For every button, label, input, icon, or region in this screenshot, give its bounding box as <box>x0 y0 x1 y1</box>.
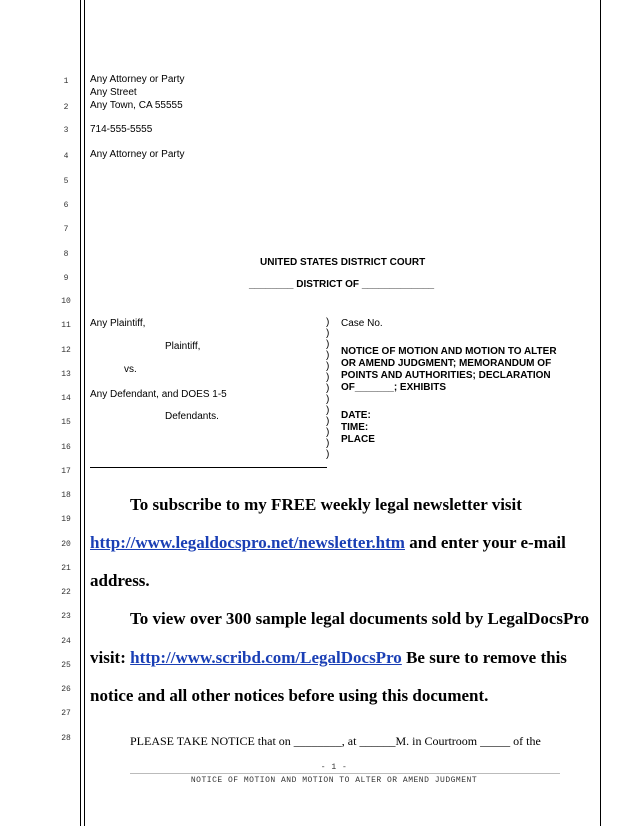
line-number: 9 <box>63 274 69 283</box>
defendant-role: Defendants. <box>165 411 219 422</box>
attorney-phone: 714-555-5555 <box>90 124 153 135</box>
notice-line-3: address. <box>90 571 150 590</box>
paren: ) <box>326 350 330 361</box>
footer-title: NOTICE OF MOTION AND MOTION TO ALTER OR AMEND JUDGMENT <box>190 776 478 785</box>
scribd-link[interactable]: http://www.scribd.com/LegalDocsPro <box>130 648 402 667</box>
line-number: 3 <box>63 126 69 135</box>
line-number: 16 <box>61 443 71 452</box>
footer-rule <box>130 773 560 774</box>
paren: ) <box>326 449 330 460</box>
court-district: ________ DISTRICT OF _____________ <box>249 279 435 290</box>
paren: ) <box>326 383 330 394</box>
line-number: 25 <box>61 661 71 670</box>
plaintiff-name: Any Plaintiff, <box>90 318 146 329</box>
line-number: 8 <box>63 250 69 259</box>
versus: vs. <box>124 364 137 375</box>
line-number: 17 <box>61 467 71 476</box>
notice-line-6: notice and all other notices before using this document. <box>90 686 489 705</box>
paren: ) <box>326 427 330 438</box>
attorney-name: Any Attorney or Party <box>90 74 185 85</box>
paren: ) <box>326 339 330 350</box>
line-number: 14 <box>61 394 71 403</box>
line-number: 6 <box>63 201 69 210</box>
line-number: 20 <box>61 540 71 549</box>
body-text-line-28: PLEASE TAKE NOTICE that on ________, at ______M. in Courtroom _____ of the <box>130 734 541 748</box>
document-title-line3: POINTS AND AUTHORITIES; DECLARATION <box>341 370 551 381</box>
right-margin-rule <box>600 0 601 826</box>
notice-line-4: To view over 300 sample legal documents sold by LegalDocsPro <box>130 609 590 628</box>
line-number: 28 <box>61 734 71 743</box>
line-number: 10 <box>61 297 71 306</box>
paren: ) <box>326 416 330 427</box>
attorney-street: Any Street <box>90 87 137 98</box>
paren: ) <box>326 405 330 416</box>
document-title-line2: OR AMEND JUDGMENT; MEMORANDUM OF <box>341 358 552 369</box>
line-number: 22 <box>61 588 71 597</box>
line-number: 13 <box>61 370 71 379</box>
line-number: 4 <box>63 152 69 161</box>
line-number: 19 <box>61 515 71 524</box>
notice-line-5 <box>90 648 567 668</box>
hearing-time-label: TIME: <box>341 422 369 433</box>
line-number: 23 <box>61 612 71 621</box>
plaintiff-role: Plaintiff, <box>165 341 201 352</box>
document-title-line4: OF_______; EXHIBITS <box>341 382 447 393</box>
line-number: 18 <box>61 491 71 500</box>
hearing-date-label: DATE: <box>341 410 371 421</box>
notice-line-2 <box>90 533 566 553</box>
hearing-place-label: PLACE <box>341 434 375 445</box>
line-number: 27 <box>61 709 71 718</box>
paren: ) <box>326 438 330 449</box>
paren: ) <box>326 328 330 339</box>
case-number: Case No. <box>341 318 383 329</box>
court-name: UNITED STATES DISTRICT COURT <box>260 257 426 268</box>
line-number: 12 <box>61 346 71 355</box>
paren: ) <box>326 361 330 372</box>
attorney-for: Any Attorney or Party <box>90 149 185 160</box>
line-number: 7 <box>63 225 69 234</box>
left-margin-rule-inner <box>84 0 85 826</box>
line-number: 1 <box>63 77 69 86</box>
notice-line-1: To subscribe to my FREE weekly legal newsletter visit <box>130 495 522 514</box>
line-number: 15 <box>61 418 71 427</box>
newsletter-link[interactable]: http://www.legaldocspro.net/newsletter.htm <box>90 533 405 552</box>
notice-line-5-text: Be sure to remove this <box>401 648 567 667</box>
caption-underline <box>90 467 327 468</box>
paren: ) <box>326 394 330 405</box>
paren: ) <box>326 372 330 383</box>
page-number: - 1 - <box>320 763 348 772</box>
paren: ) <box>326 317 330 328</box>
notice-line-2-text: and enter your e-mail <box>404 533 566 552</box>
line-number: 24 <box>61 637 71 646</box>
line-number: 11 <box>61 321 71 330</box>
line-number: 26 <box>61 685 71 694</box>
attorney-city: Any Town, CA 55555 <box>90 100 183 111</box>
defendant-name: Any Defendant, and DOES 1-5 <box>90 389 227 400</box>
line-number: 5 <box>63 177 69 186</box>
notice-line-5-start: visit: <box>90 648 131 667</box>
line-number: 2 <box>63 103 69 112</box>
line-number: 21 <box>61 564 71 573</box>
document-title-line1: NOTICE OF MOTION AND MOTION TO ALTER <box>341 346 557 357</box>
left-margin-rule-outer <box>80 0 81 826</box>
